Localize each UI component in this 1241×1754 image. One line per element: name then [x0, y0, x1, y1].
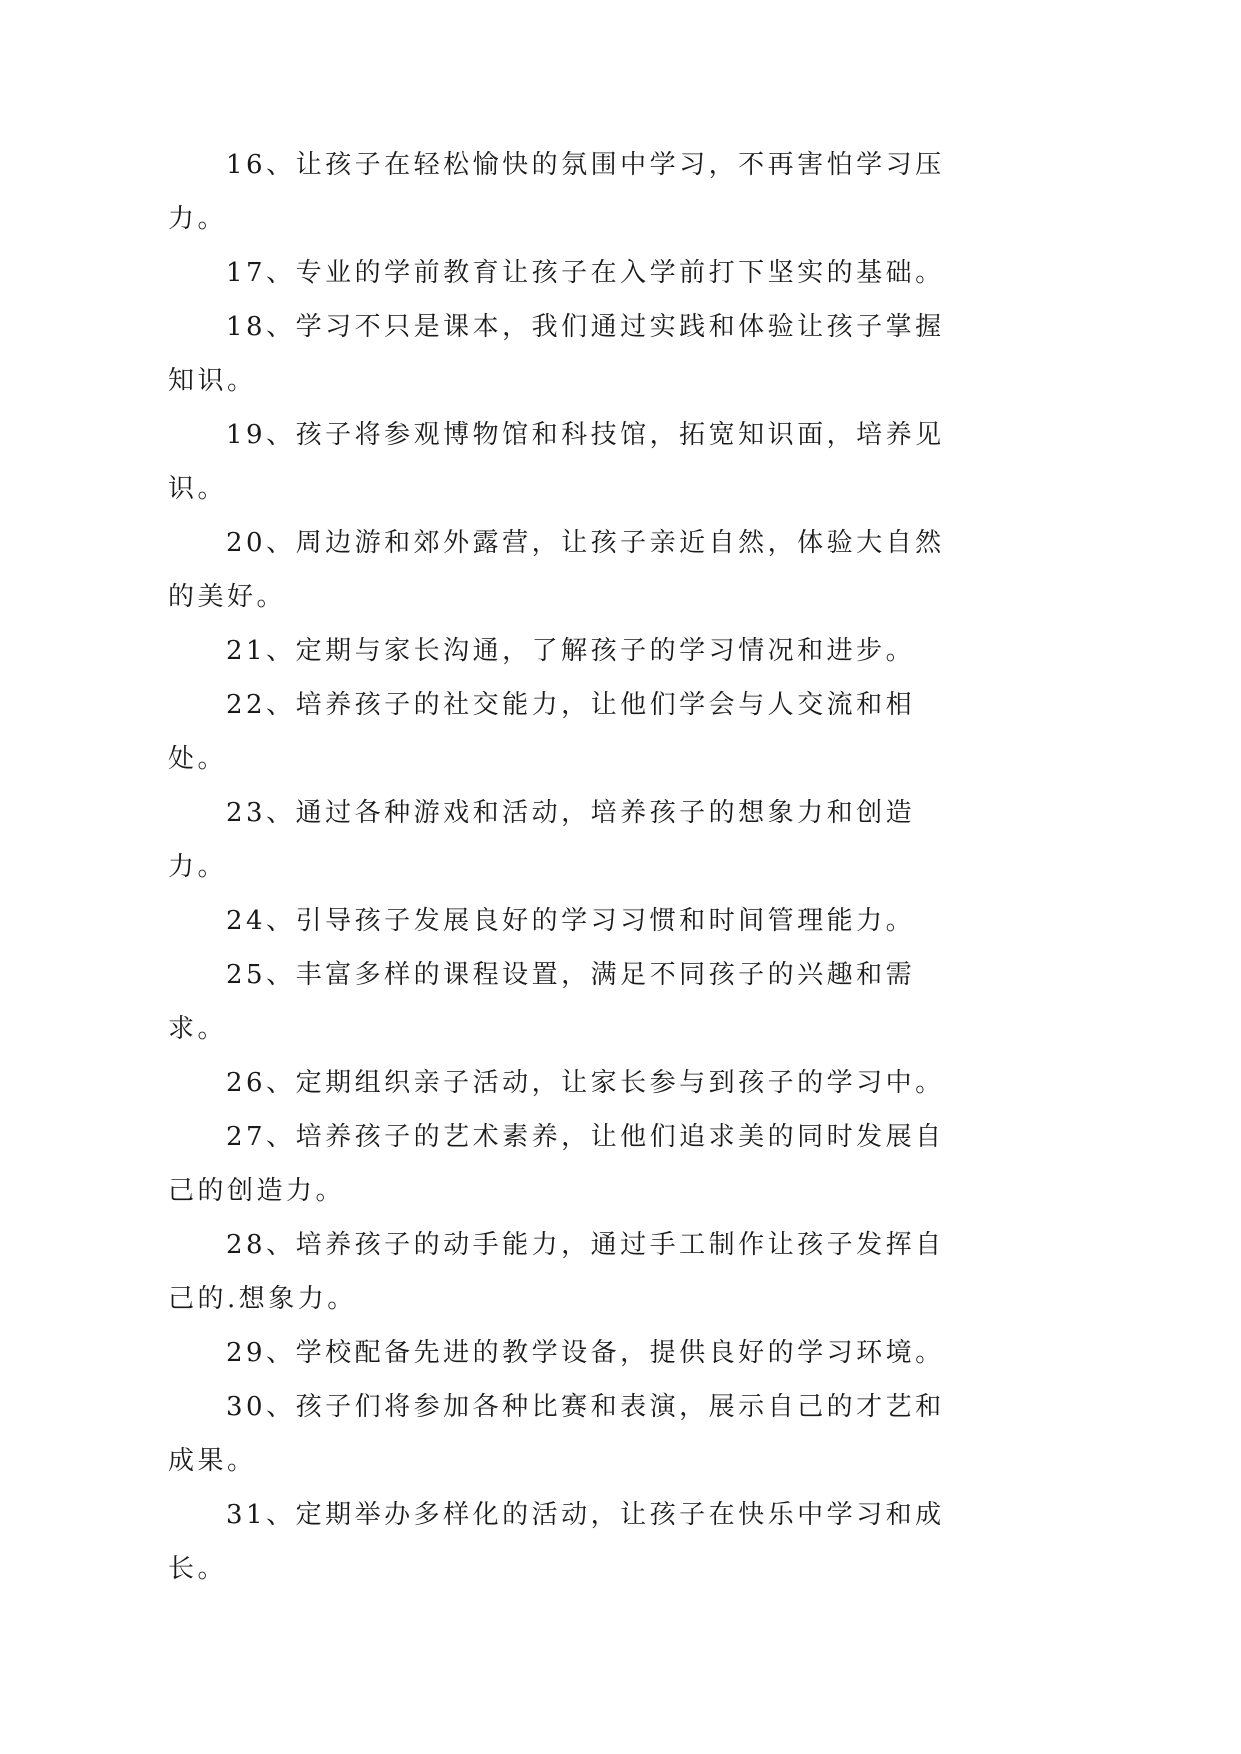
list-item: 24、引导孩子发展良好的学习习惯和时间管理能力。: [226, 906, 916, 936]
list-item: 30、孩子们将参加各种比赛和表演，展示自己的才艺和成果。: [168, 1392, 945, 1476]
list-item: 31、定期举办多样化的活动，让孩子在快乐中学习和成长。: [168, 1500, 945, 1584]
list-item: 27、培养孩子的艺术素养，让他们追求美的同时发展自己的创造力。: [168, 1122, 945, 1206]
list-item: 28、培养孩子的动手能力，通过手工制作让孩子发挥自己的.想象力。: [168, 1230, 945, 1314]
list-item: 22、培养孩子的社交能力，让他们学会与人交流和相处。: [168, 690, 916, 774]
list-item: 18、学习不只是课本，我们通过实践和体验让孩子掌握知识。: [168, 312, 945, 396]
list-item: 16、让孩子在轻松愉快的氛围中学习，不再害怕学习压力。: [168, 150, 945, 234]
list-item: 25、丰富多样的课程设置，满足不同孩子的兴趣和需求。: [168, 960, 916, 1044]
list-item: 19、孩子将参观博物馆和科技馆，拓宽知识面，培养见识。: [168, 420, 945, 504]
list-item: 29、学校配备先进的教学设备，提供良好的学习环境。: [226, 1338, 945, 1368]
list-item: 17、专业的学前教育让孩子在入学前打下坚实的基础。: [226, 258, 945, 288]
list-item: 21、定期与家长沟通，了解孩子的学习情况和进步。: [226, 636, 916, 666]
list-item: 20、周边游和郊外露营，让孩子亲近自然，体验大自然的美好。: [168, 528, 945, 612]
list-item: 26、定期组织亲子活动，让家长参与到孩子的学习中。: [226, 1068, 945, 1098]
list-item: 23、通过各种游戏和活动，培养孩子的想象力和创造力。: [168, 798, 916, 882]
